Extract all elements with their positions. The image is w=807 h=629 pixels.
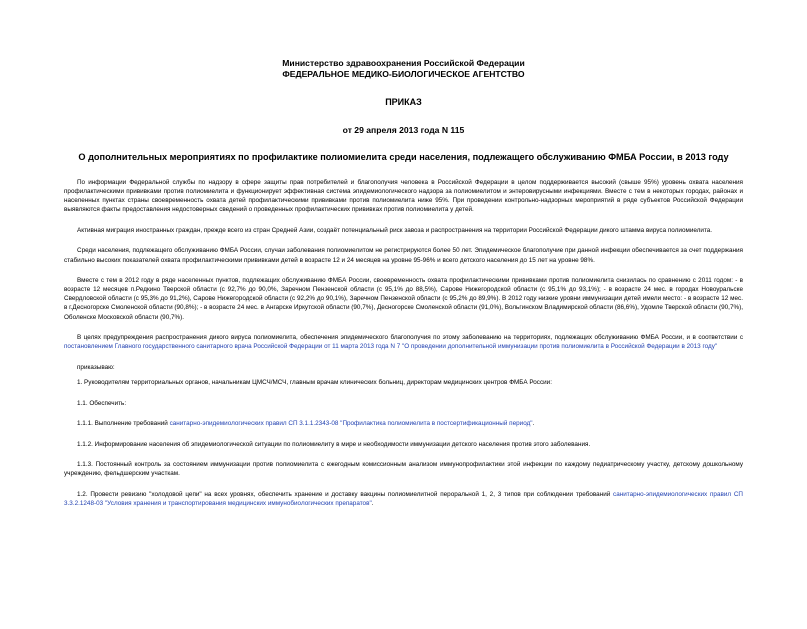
- paragraph-item-1: 1. Руководителям территориальных органов, начальникам ЦМСЧ/МСЧ, главным врачам клинических больниц, директорам медицинских центров ФМБА России:: [77, 378, 552, 386]
- paragraph-4: Вместе с тем в 2012 году в ряде населенных пунктов, подлежащих обслуживанию ФМБА России, своевременность охвата профилактическими прививками против полиомиелита снизилась по сравнению с 2011 годом: - в возрасте 12 месяцев п.Редкино Тверской области (с 92,7% до 90,0%, Заречном Пензенской области (с 95,1% до 88,5%), Сарове Нижегородской области (с 95,1% до 93,1%); - в возрасте 24 мес. в городах Новоуральске Свердловской области (с 95,3% до 91,2%), Сарове Нижегородской области (с 92,2% до 90,1%), Заречном Пензенской области (с 95,2% до 89,9%). В 2012 году низкие уровни иммунизации детей имели место: - в возрасте 12 мес. в г.Десногорске Смоленской области (90,8%); - в возрасте 24 мес. в Ангарске Иркутской области (90,7%), Десногорске Смоленской области (91,0%), Вольгинском Владимирской области (86,6%), Удомле Тверской области (90,7%), Оболенске Московской области (90,7%).: [64, 277, 743, 321]
- sp-3-3-2-1248-03-link[interactable]: санитарно-эпидемиологических правил СП 3.3.2.1248-03 "Условия хранения и транспортирования медицинских иммунобиологических препаратов": [64, 490, 743, 508]
- paragraph-item-1-1-3: 1.1.3. Постоянный контроль за состоянием иммунизации против полиомиелита с ежегодным комиссионным анализом иммунопрофилактики этой инфекции по каждому педиатрическому участку, детскому дошкольному учреждению, фельдшерским участкам.: [64, 461, 743, 478]
- agency-name: ФЕДЕРАЛЬНОЕ МЕДИКО-БИОЛОГИЧЕСКОЕ АГЕНТСТВО: [282, 69, 525, 79]
- paragraph-3: Среди населения, подлежащего обслуживанию ФМБА России, случаи заболевания полиомиелитом не регистрируются более 50 лет. Эпидемическое благополучие при данной инфекции обеспечивается за счет поддержания стабильно высоких показателей охвата профилактическими прививками детей в возрасте 12 и 24 месяцев на уровне 95-96% и всего детского населения до 15 лет на уровне 98%.: [64, 247, 743, 264]
- document-body: [64, 178, 743, 508]
- item-1-1-1-text: 1.1.1. Выполнение требований: [77, 420, 170, 428]
- paragraph-item-1-1-1: [64, 419, 743, 428]
- paragraph-item-1-2: [64, 490, 743, 508]
- paragraph-1: По информации Федеральной службы по надзору в сфере защиты прав потребителей и благополучия человека в Российской Федерации в целом поддерживается высокий (свыше 95%) уровень охвата населения профилактическими прививками против полиомиелита и функционирует эффективная система эпидемиологического надзора за полиомиелитом и энтеровирусными инфекциями. Вместе с тем в некоторых городах, районах и населенных пунктах страны своевременность охвата детей профилактическими прививками против полиомиелита ниже 95%. При проведении контрольно-надзорных мероприятий в ряде субъектов Российской Федерации выявляются факты предоставления недостоверных сведений о проведенных профилактических прививках против полиомиелита у детей.: [64, 179, 743, 214]
- sp-3-1-1-2343-08-link[interactable]: санитарно-эпидемиологических правил СП 3.1.1.2343-08 "Профилактика полиомиелита в постсертификационный период": [169, 420, 533, 428]
- item-1-2-text: 1.2. Провести ревизию "холодовой цепи" на всех уровнях, обеспечить хранение и доставку вакцины полиомиелитной пероральной 1, 2, 3 типов при соблюдении требований: [77, 490, 614, 498]
- paragraph-2: Активная миграция иностранных граждан, прежде всего из стран Средней Азии, создаёт потенциальный риск завоза и распространения на территории Российской Федерации дикого штамма вируса полиомиелита.: [77, 226, 713, 234]
- document-title: О дополнительных мероприятиях по профилактике полиомиелита среди населения, подлежащего обслуживанию ФМБА России, в 2013 году: [78, 152, 729, 162]
- resolution-link[interactable]: постановлением Главного государственного санитарного врача Российской Федерации от 11 марта 2013 года N 7 "О проведении дополнительной иммунизации против полиомиелита в Российской Федерации в 2013 году": [64, 343, 718, 351]
- document-page: [0, 58, 807, 629]
- paragraph-5-text: В целях предупреждения распространения дикого вируса полиомиелита, обеспечения эпидемического благополучия по этому заболеванию на территориях, подлежащих обслуживанию ФМБА России, и в соответствии с: [77, 334, 743, 342]
- item-1-2-end: .: [371, 500, 374, 508]
- paragraph-5: [64, 333, 743, 351]
- ministry-name: Министерство здравоохранения Российской Федерации: [282, 58, 525, 68]
- order-date: от 29 апреля 2013 года N 115: [342, 125, 465, 135]
- paragraph-item-1-1: 1.1. Обеспечить:: [77, 399, 127, 407]
- paragraph-item-1-1-2: 1.1.2. Информирование населения об эпидемиологической ситуации по полиомиелиту в мире и необходимости иммунизации детского населения против этого заболевания.: [77, 440, 591, 448]
- order-title: ПРИКАЗ: [385, 97, 422, 107]
- paragraph-order: приказываю:: [77, 363, 115, 371]
- item-1-1-1-end: .: [532, 420, 535, 428]
